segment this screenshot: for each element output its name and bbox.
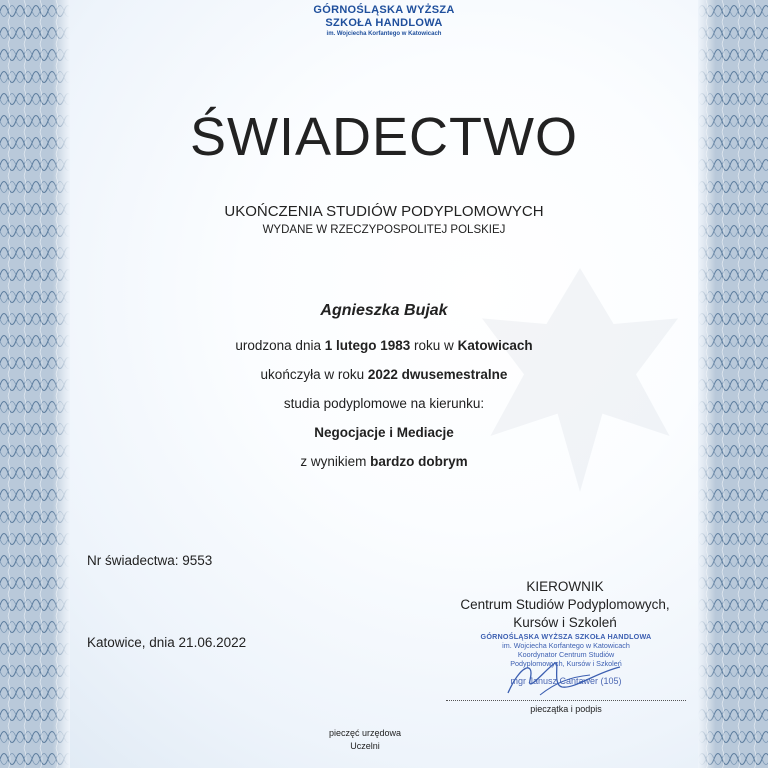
- certificate-subtitle: UKOŃCZENIA STUDIÓW PODYPLOMOWYCH: [224, 203, 544, 220]
- field-of-study: Negocjacje i Mediacje: [314, 425, 454, 440]
- birth-line: [0, 338, 768, 353]
- graduate-name: Agnieszka Bujak: [320, 302, 448, 319]
- stamp-line5: mgr Janusz Cantawer (105): [510, 676, 622, 686]
- stamp-line1: GÓRNOŚLĄSKA WYŻSZA SZKOŁA HANDLOWA: [480, 632, 652, 641]
- studies-line: studia podyplomowe na kierunku:: [283, 396, 485, 411]
- result-line: [0, 454, 768, 469]
- school-header: [0, 4, 768, 39]
- school-name-line1: GÓRNOŚLĄSKA WYŻSZA: [313, 4, 455, 16]
- school-name-line3: im. Wojciecha Korfantego w Katowicach: [326, 31, 442, 37]
- completion-prefix: ukończyła w roku: [260, 367, 365, 382]
- birth-place: Katowicach: [457, 338, 533, 353]
- signature-label: pieczątka i podpis: [530, 704, 602, 714]
- certificate-number: Nr świadectwa: 9553: [87, 553, 213, 568]
- seal-label-line1: pieczęć urzędowa: [328, 728, 402, 738]
- birth-date: 1 lutego 1983: [324, 338, 411, 353]
- signature-icon: [500, 655, 630, 700]
- seal-label-line2: Uczelni: [350, 741, 380, 751]
- director-block: [450, 578, 680, 632]
- birth-prefix: urodzona dnia: [235, 338, 321, 353]
- place-and-date: Katowice, dnia 21.06.2022: [87, 635, 247, 650]
- result-grade: bardzo dobrym: [370, 454, 468, 469]
- director-line1: Centrum Studiów Podyplomowych,: [460, 597, 670, 612]
- stamp-line2: im. Wojciecha Korfantego w Katowicach: [502, 641, 630, 650]
- signature-line: [446, 700, 686, 701]
- school-name-line2: SZKOŁA HANDLOWA: [325, 17, 443, 29]
- result-prefix: z wynikiem: [300, 454, 367, 469]
- stamp-line3: Koordynator Centrum Studiów: [517, 650, 615, 659]
- certificate-issued-in: WYDANE W RZECZYPOSPOLITEJ POLSKIEJ: [262, 224, 506, 236]
- stamp-line4: Podyplomowych, Kursów i Szkoleń: [510, 659, 622, 668]
- director-line2: Kursów i Szkoleń: [513, 615, 617, 630]
- seal-label: [300, 727, 430, 753]
- director-title: KIEROWNIK: [526, 579, 604, 594]
- completion-line: [0, 367, 768, 382]
- certificate-title: ŚWIADECTWO: [190, 107, 578, 167]
- completion-year-type: 2022 dwusemestralne: [367, 367, 508, 382]
- birth-middle: roku w: [414, 338, 454, 353]
